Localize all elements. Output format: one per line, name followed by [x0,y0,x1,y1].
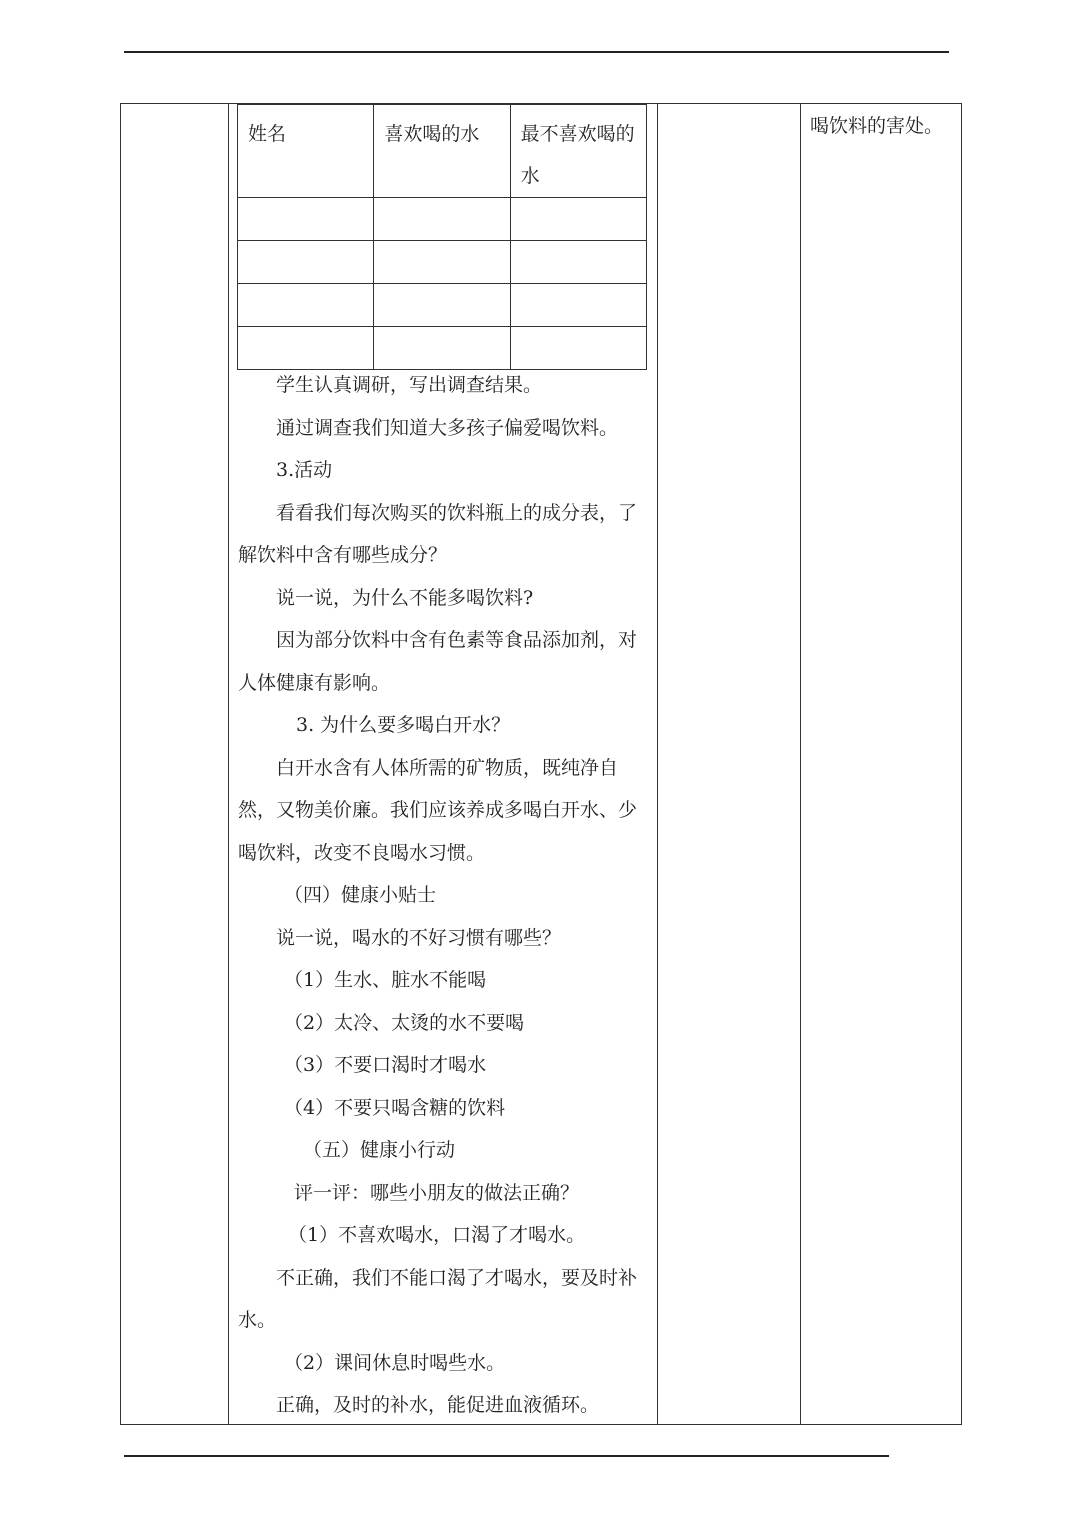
paragraph: 学生认真调研，写出调查结果。 [276,374,543,396]
list-item: （2）太冷、太烫的水不要喝 [284,1011,525,1034]
table-cell [238,284,374,327]
table-cell [238,241,374,284]
table-cell [238,198,374,241]
paragraph: 说一说，喝水的不好习惯有哪些？ [276,926,562,949]
header-rule [124,51,949,53]
right-column-note: 喝饮料的害处。 [810,115,944,137]
column-divider [228,104,229,1424]
section-heading: （五）健康小行动 [303,1139,456,1161]
section-heading: 3. 为什么要多喝白开水？ [296,714,511,736]
table-row [238,198,647,241]
table-cell [374,241,510,284]
list-item: （1）生水、脏水不能喝 [284,969,487,991]
section-heading: 3.活动 [276,459,333,481]
table-cell [374,198,510,241]
paragraph: 正确，及时的补水，能促进血液循环。 [276,1394,600,1416]
header-cell-favorite: 喜欢喝的水 [374,105,510,198]
lesson-content [238,364,648,1427]
footer-rule [124,1455,889,1457]
paragraph: 白开水含有人体所需的矿物质，既纯净自然，又物美价廉。我们应该养成多喝白开水、少喝饮料，改变不良喝水习惯。 [238,756,638,864]
paragraph: 不正确，我们不能口渴了才喝水，要及时补水。 [238,1266,638,1331]
survey-table-header-row [238,105,647,198]
paragraph: 看看我们每次购买的饮料瓶上的成分表，了解饮料中含有哪些成分？ [238,501,638,566]
paragraph: 评一评：哪些小朋友的做法正确？ [294,1181,580,1204]
paragraph: 通过调查我们知道大多孩子偏爱喝饮料。 [276,416,619,439]
table-cell [510,241,646,284]
list-item: （4）不要只喝含糖的饮料 [284,1096,506,1119]
survey-table [237,104,647,370]
list-item: （2）课间休息时喝些水。 [284,1351,506,1374]
section-heading: （四）健康小贴士 [284,884,437,906]
list-item: （1）不喜欢喝水，口渴了才喝水。 [288,1224,586,1246]
list-item: （3）不要口渴时才喝水 [284,1054,487,1076]
table-cell [374,284,510,327]
table-cell [510,198,646,241]
header-cell-name: 姓名 [238,105,374,198]
column-divider [657,104,658,1424]
table-row [238,284,647,327]
paragraph: 说一说，为什么不能多喝饮料? [276,586,534,609]
table-cell [510,284,646,327]
table-row [238,241,647,284]
column-divider [800,104,801,1424]
paragraph: 因为部分饮料中含有色素等食品添加剂，对人体健康有影响。 [238,629,638,694]
header-cell-least-favorite: 最不喜欢喝的水 [510,105,646,198]
